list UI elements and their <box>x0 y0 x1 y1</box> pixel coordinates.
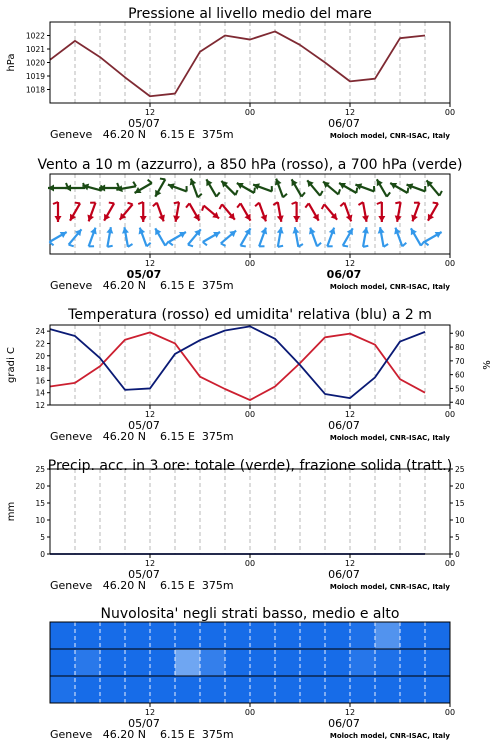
y-tick-label: 18 <box>35 364 45 374</box>
wind-arrow-barb <box>148 180 152 183</box>
date-label: 05/07 <box>126 268 162 281</box>
wind-arrow-barb <box>236 190 238 195</box>
wind-arrow <box>169 232 186 245</box>
cloud-cell <box>75 649 101 677</box>
cloud-cell <box>200 676 226 704</box>
wind-arrow-barb <box>75 203 80 204</box>
wind-arrow <box>327 228 335 247</box>
credit-label: Moloch model, CNR-ISAC, Italy <box>329 732 450 740</box>
y-tick-label-right: 15 <box>455 499 465 508</box>
humidity-line <box>50 326 425 398</box>
wind-row-850-hpa <box>53 202 438 222</box>
y-tick-label-right: 25 <box>455 465 465 474</box>
y-tick-label-right: 70 <box>455 356 465 366</box>
cloud-cell <box>425 676 451 704</box>
wind-arrow <box>411 228 424 245</box>
cloud-cell <box>375 622 401 650</box>
wind-arrow <box>407 183 426 191</box>
cloud-cell <box>175 622 201 650</box>
x-tick-label: 00 <box>244 410 256 419</box>
wind-arrow <box>322 204 337 219</box>
cloud-cell <box>325 649 351 677</box>
cloud-cell <box>425 622 451 650</box>
cloud-cell <box>75 676 101 704</box>
wind-arrow-barb <box>278 246 283 247</box>
wind-arrow <box>153 203 165 222</box>
y-tick-label-right: 40 <box>455 398 465 408</box>
y-tick-label: 14 <box>35 388 45 398</box>
wind-arrow-head <box>140 216 147 222</box>
wind-arrow <box>221 231 236 246</box>
cloud-cell <box>375 676 401 704</box>
wind-arrow-head <box>293 216 300 222</box>
location-label: Geneve 46.20 N 6.15 E 375m <box>50 728 234 741</box>
x-tick-label: 00 <box>444 410 456 419</box>
wind-arrow <box>48 183 68 192</box>
y-tick-label: 10 <box>35 516 45 525</box>
wind-arrow <box>362 227 369 247</box>
wind-row-10-m <box>49 227 441 247</box>
cloud-cell <box>225 622 251 650</box>
wind-arrow-barb <box>165 241 168 245</box>
wind-arrow-barb <box>160 179 165 180</box>
chart-title: Nuvolosita' negli strati basso, medio e alto <box>100 606 400 622</box>
credit-label: Moloch model, CNR-ISAC, Italy <box>329 283 450 291</box>
wind-row-700-hpa <box>48 179 442 198</box>
wind-arrow-barb <box>363 246 368 247</box>
wind-arrow <box>390 183 408 193</box>
cloud-cell <box>275 649 301 677</box>
wind-arrow <box>155 228 168 245</box>
wind-arrow-barb <box>216 192 219 196</box>
y-tick-label-right: 10 <box>455 516 465 525</box>
wind-arrow-barb <box>387 192 390 196</box>
wind-arrow <box>138 202 147 222</box>
wind-arrow <box>237 183 255 193</box>
x-tick-label: 00 <box>244 259 256 268</box>
wind-arrow <box>377 202 386 222</box>
plot-frame <box>50 22 450 103</box>
credit-label: Moloch model, CNR-ISAC, Italy <box>329 132 450 140</box>
cloud-cell <box>300 676 326 704</box>
y-tick-label: 0 <box>40 550 45 559</box>
wind-arrow-barb <box>174 202 179 203</box>
y-tick-label-right: 60 <box>455 370 465 380</box>
cloud-cell <box>225 649 251 677</box>
y-tick-label: 1021 <box>25 45 45 54</box>
wind-arrow-barb <box>343 246 348 247</box>
cloud-cell <box>350 649 376 677</box>
wind-arrow-barb <box>320 191 323 196</box>
cloud-cell <box>350 622 376 650</box>
wind-arrow-barb <box>219 204 222 209</box>
y-tick-label: 12 <box>35 401 45 410</box>
cloud-cell <box>375 649 401 677</box>
wind-arrow-barb <box>109 203 114 204</box>
pressure-panel <box>6 6 455 141</box>
wind-arrow-barb <box>127 203 132 205</box>
date-label: 05/07 <box>128 117 160 130</box>
x-tick-label: 00 <box>444 559 456 568</box>
wind-arrow-head <box>55 216 62 222</box>
wind-arrow <box>259 228 267 247</box>
cloud-cell <box>250 622 276 650</box>
y-tick-label: 1022 <box>25 31 45 41</box>
y-axis-label: gradi C <box>6 347 17 383</box>
wind-arrow-barb <box>305 203 308 207</box>
date-label: 06/07 <box>326 268 362 281</box>
wind-arrow-barb <box>186 203 189 207</box>
pressure-line <box>50 31 425 96</box>
wind-arrow <box>203 232 220 245</box>
wind-arrow-barb <box>169 242 173 245</box>
wind-arrow-barb <box>322 204 325 209</box>
wind-arrow-barb <box>395 202 400 203</box>
y-tick-label-right: 80 <box>455 343 465 353</box>
x-tick-label: 12 <box>144 410 156 419</box>
wind-arrow <box>343 228 353 246</box>
cloud-cell <box>425 649 451 677</box>
cloud-cell <box>125 676 151 704</box>
location-label: Geneve 46.20 N 6.15 E 375m <box>50 579 234 592</box>
wind-arrow-barb <box>439 191 442 196</box>
cloud-cell <box>250 649 276 677</box>
wind-arrow-barb <box>202 206 204 211</box>
date-label: 06/07 <box>328 419 360 432</box>
cloud-cell <box>175 676 201 704</box>
wind-arrow <box>188 229 201 246</box>
wind-arrow-barb <box>188 245 193 247</box>
wind-arrow-barb <box>302 192 305 196</box>
wind-arrow-head <box>48 185 54 192</box>
cloud-cell <box>175 649 201 677</box>
wind-arrow <box>49 232 66 245</box>
wind-arrow-barb <box>338 189 340 194</box>
wind-arrow <box>323 182 340 195</box>
cloud-panel <box>50 606 455 741</box>
wind-arrow-barb <box>283 194 287 198</box>
wind-arrow-barb <box>107 246 112 247</box>
cloud-cell <box>250 676 276 704</box>
wind-arrow <box>89 228 97 247</box>
wind-arrow-barb <box>402 243 406 247</box>
cloud-cell <box>150 622 176 650</box>
x-tick-label: 00 <box>444 708 456 717</box>
x-tick-label: 12 <box>344 410 356 419</box>
wind-arrow-barb <box>421 241 424 245</box>
chart-title: Vento a 10 m (azzurro), a 850 hPa (rosso), a 700 hPa (verde) <box>37 157 463 173</box>
date-label: 05/07 <box>128 419 160 432</box>
cloud-cell <box>400 649 426 677</box>
y-tick-label-right: 90 <box>455 329 465 339</box>
wind-arrow-barb <box>254 188 255 193</box>
date-label: 05/07 <box>128 568 160 581</box>
x-tick-label: 12 <box>344 559 356 568</box>
location-label: Geneve 46.20 N 6.15 E 375m <box>50 128 234 141</box>
wind-arrow-barb <box>198 194 202 198</box>
wind-arrow-barb <box>203 242 207 245</box>
cloud-cell <box>275 622 301 650</box>
wind-arrow <box>395 202 402 222</box>
wind-arrow <box>292 179 305 196</box>
y-tick-label: 16 <box>35 376 45 386</box>
plot-frame <box>50 174 450 254</box>
wind-arrow <box>277 227 284 247</box>
wind-arrow <box>219 204 234 219</box>
y-tick-label: 5 <box>40 533 45 542</box>
chart-title: Precip. acc. in 3 ore: totale (verde), frazione solida (tratt.) <box>47 458 453 474</box>
wind-arrow <box>358 202 368 222</box>
wind-arrow <box>275 179 287 198</box>
cloud-cell <box>200 649 226 677</box>
y-axis-label: mm <box>6 501 17 522</box>
wind-arrow <box>122 227 132 247</box>
cloud-cell <box>75 622 101 650</box>
wind-arrow <box>305 203 318 220</box>
credit-label: Moloch model, CNR-ISAC, Italy <box>329 434 450 442</box>
y-tick-label-right: 50 <box>455 384 465 394</box>
cloud-cell <box>225 676 251 704</box>
wind-arrow <box>255 203 267 222</box>
wind-arrow-barb <box>240 246 245 247</box>
cloud-cell <box>275 676 301 704</box>
temp-rh-panel <box>6 307 493 443</box>
credit-label: Moloch model, CNR-ISAC, Italy <box>329 583 450 591</box>
cloud-cell <box>150 649 176 677</box>
y-tick-label-right: 0 <box>455 550 460 559</box>
x-tick-label: 00 <box>244 559 256 568</box>
x-tick-label: 12 <box>144 108 156 117</box>
wind-arrow-barb <box>356 188 357 193</box>
date-label: 06/07 <box>328 568 360 581</box>
location-label: Geneve 46.20 N 6.15 E 375m <box>50 279 234 292</box>
cloud-cell <box>100 622 126 650</box>
y-tick-label-right: 20 <box>455 482 465 491</box>
cloud-cell <box>50 622 76 650</box>
wind-arrow <box>237 203 250 220</box>
location-label: Geneve 46.20 N 6.15 E 375m <box>50 430 234 443</box>
wind-arrow <box>240 228 250 246</box>
wind-arrow <box>139 228 151 247</box>
chart-title: Temperatura (rosso) ed umidita' relativa (blu) a 2 m <box>68 307 432 323</box>
date-label: 06/07 <box>328 117 360 130</box>
wind-panel <box>37 157 462 292</box>
y-tick-label: 1019 <box>25 72 45 81</box>
cloud-cell <box>100 676 126 704</box>
cloud-cell <box>400 676 426 704</box>
wind-arrow-head <box>378 216 385 222</box>
wind-arrow <box>87 203 95 222</box>
cloud-cell <box>100 649 126 677</box>
y-tick-label: 1018 <box>25 85 45 95</box>
x-tick-label: 12 <box>344 708 356 717</box>
y-axis-label-right: % <box>482 360 493 370</box>
cloud-cell <box>200 622 226 650</box>
cloud-cell <box>400 622 426 650</box>
y-axis-label: hPa <box>6 53 17 72</box>
y-tick-label: 20 <box>35 482 45 491</box>
wind-arrow <box>428 203 438 221</box>
wind-arrow <box>53 202 62 222</box>
wind-arrow <box>292 202 301 222</box>
cloud-cell <box>50 649 76 677</box>
wind-arrow <box>339 183 357 193</box>
y-tick-label: 24 <box>35 327 45 337</box>
x-tick-label: 12 <box>344 259 356 268</box>
cloud-cell <box>300 649 326 677</box>
x-tick-label: 12 <box>144 708 156 717</box>
wind-arrow <box>340 203 352 222</box>
wind-arrow <box>104 203 114 221</box>
wind-arrow <box>186 203 199 220</box>
chart-title: Pressione al livello medio del mare <box>128 6 372 22</box>
wind-arrow-barb <box>317 243 321 247</box>
wind-arrow <box>168 183 187 191</box>
x-tick-label: 00 <box>444 259 456 268</box>
wind-arrow-barb <box>69 245 74 247</box>
x-tick-label: 00 <box>244 108 256 117</box>
wind-arrow-barb <box>255 203 259 207</box>
cloud-cell <box>125 622 151 650</box>
wind-arrow-barb <box>340 203 344 207</box>
y-tick-label: 22 <box>35 339 45 349</box>
wind-arrow <box>120 203 133 220</box>
x-tick-label: 00 <box>444 108 456 117</box>
date-label: 06/07 <box>328 717 360 730</box>
wind-arrow <box>427 180 442 195</box>
wind-arrow <box>155 179 165 197</box>
y-tick-label: 20 <box>35 351 45 361</box>
wind-arrow <box>355 183 374 191</box>
cloud-cell <box>325 622 351 650</box>
cloud-cell <box>150 676 176 704</box>
wind-arrow <box>106 227 113 247</box>
cloud-cell <box>125 649 151 677</box>
wind-arrow-barb <box>237 203 240 207</box>
wind-arrow-barb <box>153 203 157 207</box>
x-tick-label: 12 <box>144 559 156 568</box>
wind-arrow <box>221 181 237 195</box>
cloud-cell <box>350 676 376 704</box>
wind-arrow <box>424 232 441 245</box>
wind-arrow <box>173 202 180 222</box>
date-label: 05/07 <box>128 717 160 730</box>
cloud-cell <box>325 676 351 704</box>
x-tick-label: 00 <box>244 708 256 717</box>
wind-arrow <box>82 184 101 191</box>
cloud-cell <box>50 676 76 704</box>
wind-arrow <box>206 179 219 196</box>
wind-arrow <box>378 227 388 247</box>
wind-arrow-barb <box>221 243 226 246</box>
x-tick-label: 12 <box>344 108 356 117</box>
wind-arrow <box>292 227 302 247</box>
y-tick-label: 25 <box>35 465 45 474</box>
wind-arrow <box>202 206 219 219</box>
y-tick-label: 15 <box>35 499 45 508</box>
x-tick-label: 12 <box>144 259 156 268</box>
wind-arrow <box>253 183 272 191</box>
y-tick-label: 1020 <box>25 58 45 68</box>
wind-arrow <box>309 228 321 247</box>
wind-arrow-barb <box>408 188 409 193</box>
y-tick-label-right: 5 <box>455 533 460 542</box>
precip-panel <box>6 458 465 592</box>
cloud-cell <box>300 622 326 650</box>
wind-arrow-barb <box>433 203 438 204</box>
wind-arrow <box>307 180 322 195</box>
wind-arrow <box>411 203 419 222</box>
wind-arrow <box>377 179 390 196</box>
wind-arrow <box>135 180 152 193</box>
